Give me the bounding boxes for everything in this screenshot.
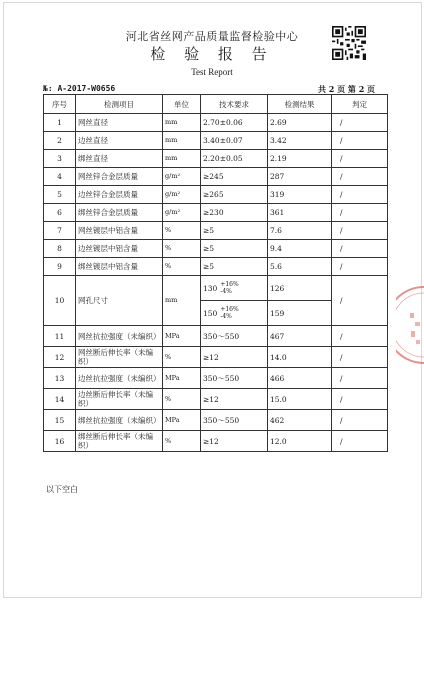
cell-item: 绑丝锌合金层质量 [76, 204, 163, 222]
cell-judgement: / [332, 186, 388, 204]
cell-requirement: 350～550 [201, 368, 268, 389]
tolerance-a-minus: -4% [220, 288, 232, 295]
cell-result-split [268, 276, 332, 326]
cell-result: 14.0 [268, 347, 332, 368]
organization-name: 河北省丝网产品质量监督检验中心 [125, 30, 299, 43]
cell-requirement: 2.20±0.05 [201, 150, 268, 168]
tolerance-a-plus: +16% [220, 281, 239, 288]
header-index: 序号 [44, 95, 76, 114]
table-row [44, 410, 388, 431]
official-seal-stamp [396, 285, 424, 365]
cell-judgement: / [332, 168, 388, 186]
cell-result: 12.0 [268, 431, 332, 452]
table-row [44, 204, 388, 222]
report-subtitle: Test Report [191, 67, 233, 77]
cell-index: 16 [44, 431, 76, 452]
cell-unit: mm [163, 276, 201, 326]
requirement-line-a [203, 276, 265, 300]
cell-requirement: ≥230 [201, 204, 268, 222]
cell-unit: % [163, 258, 201, 276]
cell-requirement: 2.70±0.06 [201, 114, 268, 132]
table-row [44, 150, 388, 168]
header-item: 检测项目 [76, 95, 163, 114]
cell-judgement: / [332, 431, 388, 452]
cell-requirement: ≥12 [201, 431, 268, 452]
cell-index: 5 [44, 186, 76, 204]
cell-index: 3 [44, 150, 76, 168]
cell-item: 网丝断后伸长率（未编织） [76, 347, 163, 368]
report-title: 检 验 报 告 [150, 45, 274, 63]
cell-unit: % [163, 222, 201, 240]
cell-index: 1 [44, 114, 76, 132]
tolerance-b [220, 306, 238, 320]
end-of-report-note: 以下空白 [46, 485, 78, 494]
table-row [44, 168, 388, 186]
table-row [44, 222, 388, 240]
cell-item: 网丝抗拉强度（未编织） [76, 326, 163, 347]
table-row [44, 368, 388, 389]
cell-judgement: / [332, 389, 388, 410]
cell-judgement: / [332, 326, 388, 347]
cell-index: 2 [44, 132, 76, 150]
cell-judgement: / [332, 132, 388, 150]
cell-unit: mm [163, 132, 201, 150]
requirement-a-value: 130 [203, 283, 218, 293]
table-row [44, 326, 388, 347]
cell-item: 边丝镀层中铝含量 [76, 240, 163, 258]
cell-judgement: / [332, 222, 388, 240]
cell-result: 7.6 [268, 222, 332, 240]
cell-index: 6 [44, 204, 76, 222]
cell-requirement: ≥12 [201, 347, 268, 368]
cell-unit: g/m² [163, 168, 201, 186]
cell-index: 12 [44, 347, 76, 368]
cell-index: 9 [44, 258, 76, 276]
table-row [44, 258, 388, 276]
cell-judgement: / [332, 410, 388, 431]
cell-index: 11 [44, 326, 76, 347]
result-b: 159 [270, 308, 285, 318]
cell-index: 4 [44, 168, 76, 186]
cell-requirement: ≥245 [201, 168, 268, 186]
cell-item: 网丝镀层中铝含量 [76, 222, 163, 240]
cell-item: 网丝锌合金层质量 [76, 168, 163, 186]
result-a: 126 [270, 283, 285, 293]
cell-result: 361 [268, 204, 332, 222]
cell-unit: mm [163, 114, 201, 132]
cell-item: 网孔尺寸 [76, 276, 163, 326]
cell-judgement: / [332, 258, 388, 276]
cell-unit: % [163, 431, 201, 452]
requirement-line-b [203, 301, 265, 325]
cell-result: 3.42 [268, 132, 332, 150]
tolerance-a [220, 281, 238, 295]
cell-judgement: / [332, 368, 388, 389]
cell-result: 287 [268, 168, 332, 186]
cell-result: 466 [268, 368, 332, 389]
cell-result: 462 [268, 410, 332, 431]
cell-item: 边丝直径 [76, 132, 163, 150]
cell-unit: MPa [163, 326, 201, 347]
cell-index: 10 [44, 276, 76, 326]
results-table [43, 94, 388, 452]
qr-code-icon [332, 26, 366, 60]
tolerance-b-plus: +16% [220, 306, 239, 313]
cell-item: 绑丝直径 [76, 150, 163, 168]
page-counter: 共 2 页 第 2 页 [318, 84, 376, 94]
cell-judgement: / [332, 204, 388, 222]
cell-result: 467 [268, 326, 332, 347]
cell-item: 网丝直径 [76, 114, 163, 132]
cell-result: 9.4 [268, 240, 332, 258]
table-row [44, 114, 388, 132]
cell-result: 319 [268, 186, 332, 204]
table-row [44, 240, 388, 258]
header-result: 检测结果 [268, 95, 332, 114]
cell-judgement: / [332, 276, 388, 326]
cell-result: 5.6 [268, 258, 332, 276]
cell-requirement: 350～550 [201, 410, 268, 431]
cell-result: 15.0 [268, 389, 332, 410]
cell-item: 绑丝断后伸长率（未编织） [76, 431, 163, 452]
cell-item: 边丝锌合金层质量 [76, 186, 163, 204]
table-row [44, 132, 388, 150]
table-row [44, 347, 388, 368]
cell-item: 绑丝镀层中铝含量 [76, 258, 163, 276]
table-row [44, 186, 388, 204]
cell-judgement: / [332, 150, 388, 168]
document-number: №: A-2017-W0656 [43, 84, 116, 93]
table-row [44, 389, 388, 410]
cell-index: 7 [44, 222, 76, 240]
header-requirement: 技术要求 [201, 95, 268, 114]
cell-unit: % [163, 389, 201, 410]
cell-requirement: ≥265 [201, 186, 268, 204]
cell-judgement: / [332, 240, 388, 258]
cell-item: 边丝断后伸长率（未编织） [76, 389, 163, 410]
header-judgement: 判定 [332, 95, 388, 114]
cell-requirement: ≥5 [201, 222, 268, 240]
cell-judgement: / [332, 114, 388, 132]
cell-unit: g/m² [163, 204, 201, 222]
cell-judgement: / [332, 347, 388, 368]
cell-unit: % [163, 240, 201, 258]
cell-index: 14 [44, 389, 76, 410]
table-row [44, 431, 388, 452]
cell-requirement: 3.40±0.07 [201, 132, 268, 150]
cell-requirement: ≥12 [201, 389, 268, 410]
tolerance-b-minus: -4% [220, 313, 232, 320]
cell-unit: MPa [163, 410, 201, 431]
cell-item: 边丝抗拉强度（未编织） [76, 368, 163, 389]
cell-index: 8 [44, 240, 76, 258]
cell-result: 2.19 [268, 150, 332, 168]
cell-unit: mm [163, 150, 201, 168]
cell-unit: g/m² [163, 186, 201, 204]
cell-item: 绑丝抗拉强度（未编织） [76, 410, 163, 431]
cell-index: 15 [44, 410, 76, 431]
cell-requirement-split [201, 276, 268, 326]
cell-requirement: ≥5 [201, 258, 268, 276]
cell-unit: MPa [163, 368, 201, 389]
requirement-b-value: 150 [203, 308, 218, 318]
cell-result: 2.69 [268, 114, 332, 132]
header-unit: 单位 [163, 95, 201, 114]
cell-index: 13 [44, 368, 76, 389]
cell-requirement: ≥5 [201, 240, 268, 258]
table-row-mesh-size [44, 276, 388, 326]
cell-requirement: 350～550 [201, 326, 268, 347]
cell-unit: % [163, 347, 201, 368]
table-header-row [44, 95, 388, 114]
